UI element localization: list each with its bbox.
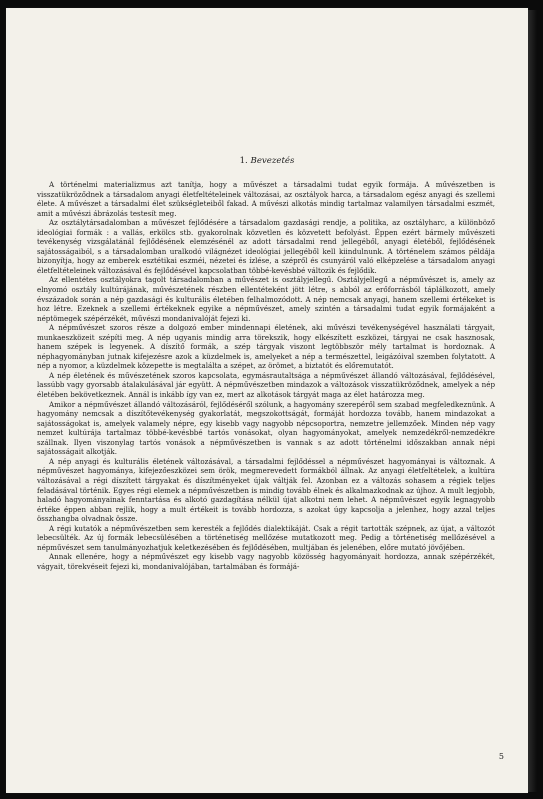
section-title: Bevezetés bbox=[250, 156, 295, 166]
paragraph: A történelmi materializmus azt tanítja, hogy a művészet a társadalmi tudat egyik formája. A művészetben is visszatükröződnek a társadalom anyagi életfeltételeinek változásai, az osztályok harca, a társadalom egész anyagi és szellemi élete. A művészet a társadalmi élet szükségleteiből fakad. A művészi alkotás mindig tartalmaz valamilyen társadalmi eszmét, amit a művészi ábrázolás testesít meg. bbox=[37, 180, 495, 218]
section-number: 1. bbox=[239, 156, 248, 166]
page-number: 5 bbox=[498, 752, 504, 761]
book-page bbox=[6, 8, 528, 793]
paragraph: Amikor a népművészet állandó változásáról, fejlődéséről szólunk, a hagyomány szerepéről sem szabad megfeledkeznünk. A hagyomány nemcsak a díszítőtevékenység gyakorlatát, megszokottságát, formáját hordozza tovább, hanem mindazokat a sajátosságokat is, amelyek valamely népre, egy kisebb vagy nagyobb népcsoportra, nemzetre jellemzőek. Minden nép vagy nemzet kultúrája tartalmaz többé-kevésbbé tartós vonásokat, olyan hagyományokat, amelyek nemzedékről-nemzedékre szállnak. Ilyen viszonylag tartós vonások a népművészetben is vannak s az adott történelmi időszakban annak népi sajátosságait alkotják. bbox=[37, 399, 495, 457]
paragraph: A népművészet szoros része a dolgozó ember mindennapi életének, aki művészi tevékenységével használati tárgyait, munkaeszközeit szépíti meg. A nép ugyanis mindig arra törekszik, hogy elkészített eszközei, tárgyai ne csak hasznosak, hanem szépek is legyenek. A díszítő formák, a szép tárgyak viszont legtöbbször mély tartalmat is hordoznak. A néphagyományban jutnak kifejezésre azok a küzdelmek is, amelyeket a nép a természettel, leigázóival szemben folytatott. A nép a nyomor, a küzdelmek közepette is megtalálta a szépet, az örömet, a biztatót és előremutatót. bbox=[37, 323, 495, 371]
paragraph: A nép életének és művészetének szoros kapcsolata, egymásrautaltsága a népművészet állandó változásával, fejlődésével, lassúbb vagy gyorsabb átalakulásával jár együtt. A népművészetben mindazok a változások visszatükröződnek, amelyek a nép életében bekövetkeznek. Annál is inkább így van ez, mert az alkotások tárgyát maga az élet határozza meg. bbox=[37, 370, 495, 400]
paragraph: A régi kutatók a népművészetben sem keresték a fejlődés dialektikáját. Csak a régit tartották szépnek, az újat, a változót lebecsülték. Az új formák lebecsülésében a történetiség mellőzése mutatkozott meg. Pedig a történetiség mellőzésével a népművészet sem tanulmányozhatjuk keletkezésében és fejlődésében, multjában és jelenében, előre mutató jövőjében. bbox=[37, 523, 495, 552]
paragraph: Az osztálytársadalomban a művészet fejlődésére a társadalom gazdasági rendje, a politika, az osztályharc, a különböző ideológiai formák : a vallás, erkölcs stb. gyakorolnak közvetlen és közvetett befolyást. Éppen ezért bármely művészeti tevékenység vizsgálatánál fejlődésének elemzésénél az adott társadalmi rend jellegéből, anyagi életéből, fejlődésének sajátosságaiból, s a társadalomban uralkodó világnézet ideológiai jellegéből kell kiindulnunk. A történelem számos példája bizonyítja, hogy az emberek esztétikai eszméi, nézetei és ízlése, a szépről és csunyáról való elképzelése a társadalom anyagi életfeltételeinek változásával és fejlődésével kapcsolatban többé-kevésbbé változik és fejlődik. bbox=[37, 218, 495, 275]
paragraph: Az ellentétes osztályokra tagolt társadalomban a művészet is osztályjellegű. Osztályjellegű a népművészet is, amely az elnyomó osztály kultúrájának, művészetének részben ellentéteként jött létre, s abból az erőforrásból táplálkozott, amely évszázadok során a nép gazdasági és kulturális életében felhalmozódott. A nép nemcsak anyagi, hanem szellemi értékeket is hoz létre. Ezeknek a szellemi értékeknek egyike a népművészet, amely szintén a társadalmi tudat egyik formájaként a néptömegek szépérzékét, művészi mondanivalóját fejezi ki. bbox=[37, 275, 495, 323]
paragraph: Annak ellenére, hogy a népművészet egy kisebb vagy nagyobb közösség hagyományait hordozza, annak szépérzékét, vágyait, törekvéseit fejezi ki, mondanivalójában, tartalmában és formájá- bbox=[37, 552, 495, 571]
paragraph: A nép anyagi és kulturális életének változásával, a társadalmi fejlődéssel a népművészet hagyományai is változnak. A népművészet hagyománya, kifejezőeszközei sem örök, megmerevedett formákból állnak. Az anyagi életfeltételek, a kultúra változásával a régi díszített tárgyakat és díszítményeket újak váltják fel. Azonban ez a változás sohasem a régiek teljes feladásával történik. Egyes régi elemek a népművészetben is mindig tovább élnek és alkalmazkodnak az újhoz. A mult legjobb, haladó hagyományainak fenntartása és alkotó gazdagítása nélkül újat alkotni nem lehet. A népművészet egyik legnagyobb értéke éppen abban rejlik, hogy a mult értékeit is tovább hordozza, s azokat úgy kapcsolja a jelenhez, hogy azzal teljes összhangba olvadnak össze. bbox=[37, 456, 495, 524]
page-edge-shadow bbox=[528, 10, 537, 792]
section-heading bbox=[6, 156, 528, 166]
body-text bbox=[37, 180, 495, 571]
